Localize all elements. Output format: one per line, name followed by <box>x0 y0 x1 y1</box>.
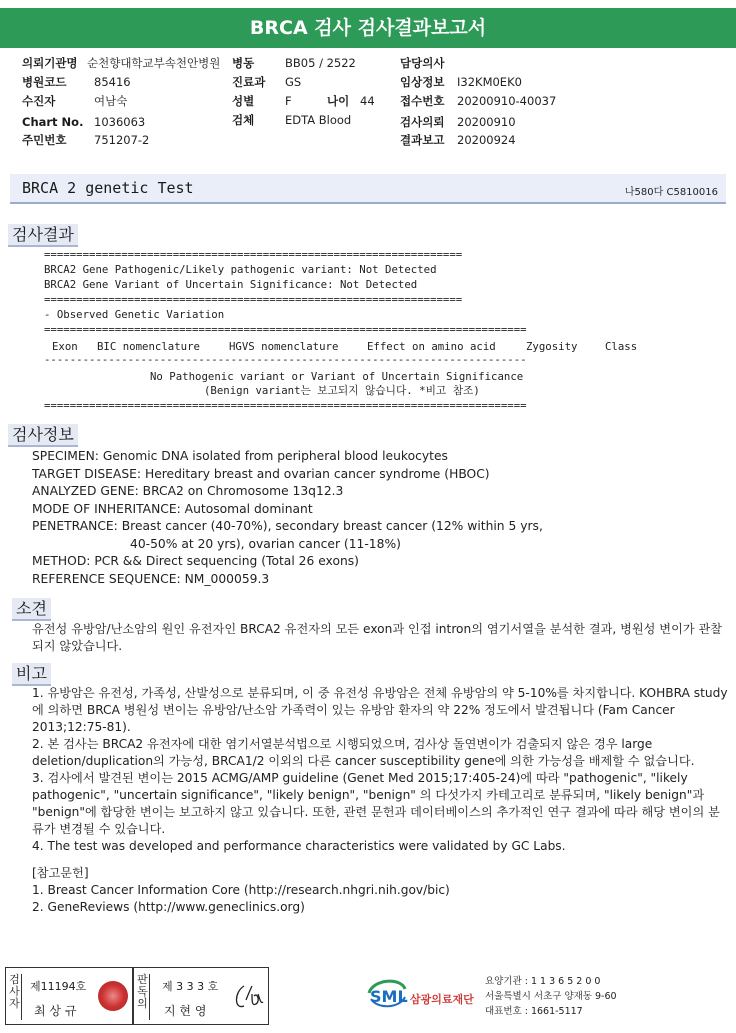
reference-2: 2. GeneReviews (http://www.geneclinics.org) <box>32 900 305 914</box>
col-hgvs: HGVS nomenclature <box>229 340 339 353</box>
institution-address: 서울특별시 서초구 양재동 9-60 <box>485 991 617 1002</box>
section-result-heading: 검사결과 <box>8 224 78 247</box>
info-penetrance: PENETRANCE: Breast cancer (40-70%), secondary breast cancer (12% within 5 yrs, <box>32 519 543 533</box>
logo-abbr: SML <box>370 987 408 1006</box>
remarks-list <box>32 685 730 916</box>
report-title: BRCA 검사 검사결과보고서 <box>0 8 736 48</box>
test-code: 나580다 C5810016 <box>624 187 718 198</box>
label-ward: 병동 <box>232 56 255 70</box>
table-top-border: =========================================================================== <box>44 323 527 336</box>
institution-phone: 대표번호 : 1661-5117 <box>485 1006 583 1017</box>
result-pathogenic-line: BRCA2 Gene Pathogenic/Likely pathogenic variant: Not Detected <box>44 263 437 276</box>
value-request-date: 20200910 <box>457 115 516 129</box>
label-department: 진료과 <box>232 75 266 89</box>
value-resident-no: 751207-2 <box>94 133 150 147</box>
remark-3: 3. 검사에서 발견된 변이는 2015 ACMG/AMP guideline (Genet Med 2015;17:405-24)에 따라 "pathogenic", "likely pathogenic", "uncertain significance", "likely benign", "benign" 의 다섯가지 카테고리로 분류되며, "likely benign"과 "benign"에 합당한 변이는 보고하지 않고 있습니다. 또한, 관련 문헌과 데이터베이스의 추가적인 연구 결과에 따라 해당 변이의 분류가 변경될 수 있습니다. <box>32 771 720 836</box>
label-report-date: 결과보고 <box>400 133 445 147</box>
value-age: 44 <box>360 94 375 108</box>
value-department: GS <box>285 75 302 89</box>
table-bottom-border: =========================================================================== <box>44 399 527 412</box>
reference-1: 1. Breast Cancer Information Core (http://research.nhgri.nih.gov/bic) <box>32 883 450 897</box>
examiner-id: 제11194호 <box>30 980 87 993</box>
reader-box <box>133 967 269 1025</box>
value-ward: BB05 / 2522 <box>285 56 356 70</box>
label-doctor: 담당의사 <box>400 56 445 70</box>
benign-note: (Benign variant는 보고되지 않습니다. *비고 참조) <box>204 384 480 397</box>
examiner-box <box>5 967 133 1025</box>
label-specimen: 검체 <box>232 113 255 127</box>
observed-variation-label: - Observed Genetic Variation <box>44 308 225 321</box>
test-name: BRCA 2 genetic Test <box>22 179 194 197</box>
info-inheritance: MODE OF INHERITANCE: Autosomal dominant <box>32 501 313 516</box>
label-hospital-code: 병원코드 <box>22 75 67 89</box>
examiner-label: 검사자 <box>8 974 22 1020</box>
result-vus-line: BRCA2 Gene Variant of Uncertain Significance: Not Detected <box>44 278 418 291</box>
info-reference-seq: REFERENCE SEQUENCE: NM_000059.3 <box>32 571 270 586</box>
footer <box>5 967 732 1027</box>
result-separator-2: ================================================================= <box>44 293 463 306</box>
signature-icon <box>230 980 264 1014</box>
institution-code: 요양기관 : 1 1 3 6 5 2 0 0 <box>485 976 601 987</box>
section-info-heading: 검사정보 <box>8 424 78 447</box>
value-chart-no: 1036063 <box>94 115 146 129</box>
label-chart-no: Chart No. <box>22 115 84 129</box>
table-header-divider: --------------------------------------------------------------------------- <box>44 353 527 366</box>
label-accession-no: 접수번호 <box>400 94 445 108</box>
reader-id: 제 3 3 3 호 <box>162 980 219 993</box>
col-exon: Exon <box>52 340 78 353</box>
label-clinical-info: 임상정보 <box>400 75 445 89</box>
value-accession-no: 20200910-40037 <box>457 94 557 108</box>
value-sex: F <box>285 94 292 108</box>
examiner-name: 최 상 규 <box>34 1004 77 1018</box>
label-request-date: 검사의뢰 <box>400 115 445 129</box>
label-institution: 의뢰기관명 <box>22 56 78 70</box>
value-institution: 순천향대학교부속천안병원 <box>87 56 221 70</box>
remark-4: 4. The test was developed and performance characteristics were validated by GC Labs. <box>32 839 566 853</box>
col-effect: Effect on amino acid <box>367 340 496 353</box>
section-finding-heading: 소견 <box>12 598 51 621</box>
value-specimen: EDTA Blood <box>285 113 352 127</box>
info-lines <box>32 448 543 588</box>
seal-icon <box>98 981 128 1011</box>
remark-1: 1. 유방암은 유전성, 가족성, 산발성으로 분류되며, 이 중 유전성 유방암은 전체 유방암의 약 5-10%를 차지합니다. KOHBRA study에 의하면 BRCA 병원성 변이는 유방암/난소암 가족력이 있는 유방암 환자의 약 22% 정도에서 발견됩니다 (Fam Cancer 2013;12:75-81). <box>32 686 728 734</box>
result-separator-1: ================================================================= <box>44 248 463 261</box>
info-method: METHOD: PCR && Direct sequencing (Total 26 exons) <box>32 554 359 568</box>
test-band <box>10 174 726 204</box>
value-patient: 여남숙 <box>94 94 128 108</box>
finding-text: 유전성 유방암/난소암의 원인 유전자인 BRCA2 유전자의 모든 exon과 인접 intron의 염기서열을 분석한 결과, 병원성 변이가 관찰되지 않았습니다. <box>32 622 723 653</box>
value-clinical-info: I32KM0EK0 <box>457 75 522 89</box>
info-penetrance-cont: 40-50% at 20 yrs), ovarian cancer (11-18%) <box>130 536 401 551</box>
col-bic: BIC nomenclature <box>97 340 200 353</box>
no-variant-message: No Pathogenic variant or Variant of Uncertain Significance <box>150 370 524 383</box>
label-patient: 수진자 <box>22 94 56 108</box>
section-remarks-heading: 비고 <box>12 663 51 686</box>
reader-name: 지 현 영 <box>164 1004 207 1018</box>
value-hospital-code: 85416 <box>94 75 131 89</box>
remark-2: 2. 본 검사는 BRCA2 유전자에 대한 염기서열분석법으로 시행되었으며, 검사상 돌연변이가 검출되지 않은 경우 large deletion/duplication의 가능성, BRCA1/2 이외의 다른 cancer susceptibility gene에 의한 가능성을 배제할 수 없습니다. <box>32 737 695 768</box>
col-zygosity: Zygosity <box>526 340 578 353</box>
label-resident-no: 주민번호 <box>22 133 67 147</box>
label-age: 나이 <box>327 94 350 108</box>
col-class: Class <box>605 340 638 353</box>
value-report-date: 20200924 <box>457 133 516 147</box>
info-specimen: SPECIMEN: Genomic DNA isolated from peripheral blood leukocytes <box>32 449 448 463</box>
references-heading: [참고문헌] <box>32 866 89 880</box>
info-target-disease: TARGET DISEASE: Hereditary breast and ovarian cancer syndrome (HBOC) <box>32 466 490 481</box>
label-sex: 성별 <box>232 94 255 108</box>
reader-label: 판독의 <box>136 974 150 1020</box>
info-analyzed-gene: ANALYZED GENE: BRCA2 on Chromosome 13q12.3 <box>32 484 344 498</box>
logo-name: 삼광의료재단 <box>410 993 474 1006</box>
